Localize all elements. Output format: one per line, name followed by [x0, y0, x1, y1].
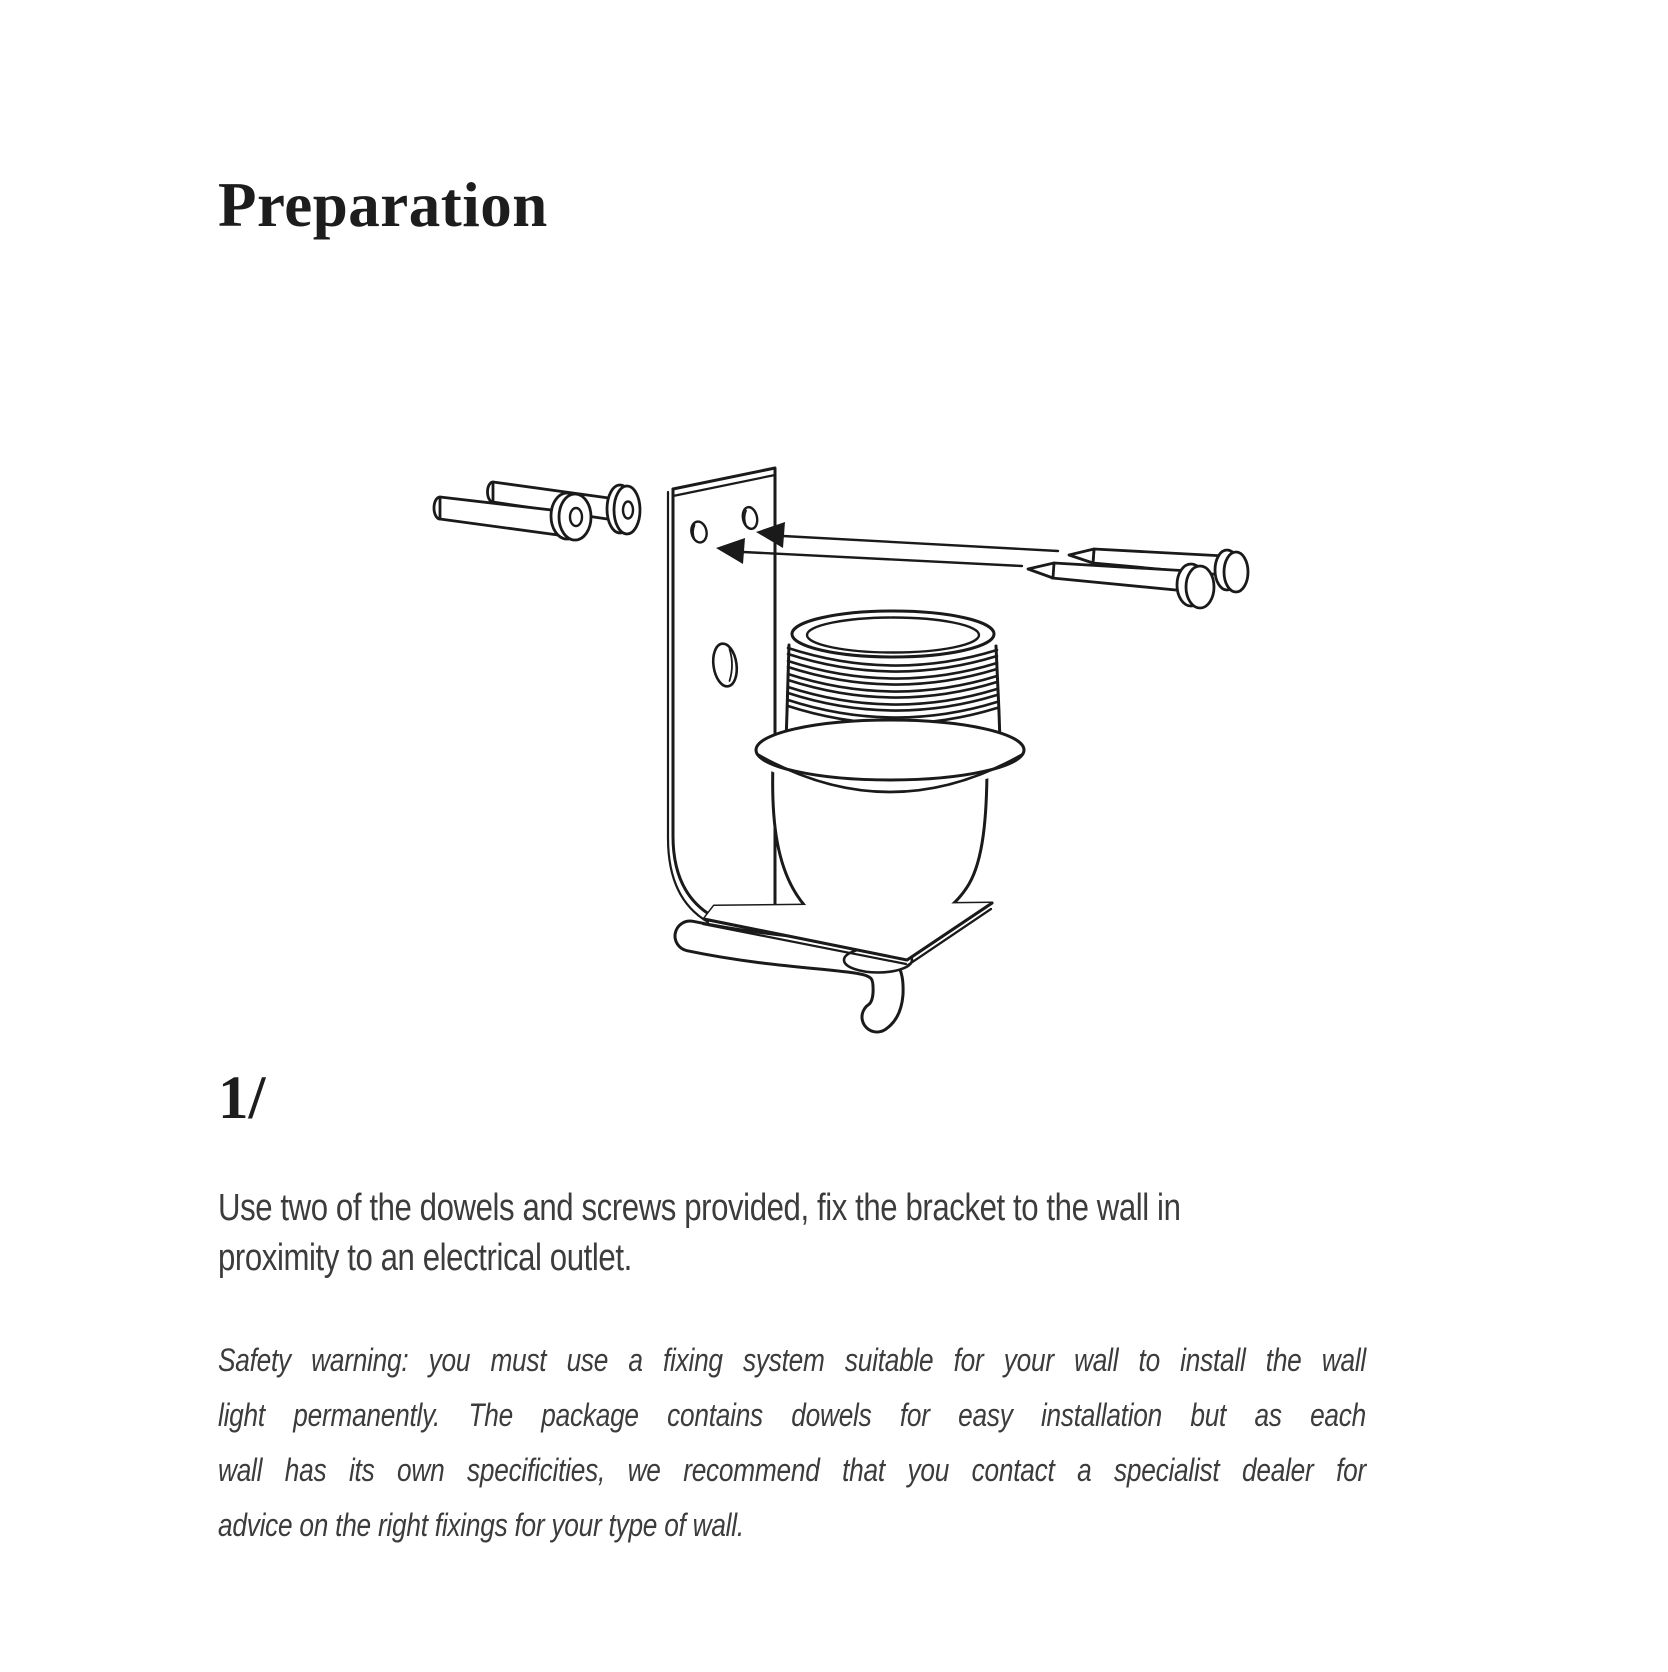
screw-front	[1028, 563, 1214, 608]
instruction-line: proximity to an electrical outlet.	[218, 1237, 632, 1279]
instruction-line: Use two of the dowels and screws provided, fix the bracket to the wall in	[218, 1187, 1181, 1229]
page-title: Preparation	[218, 170, 548, 241]
safety-warning-line: advice on the right fixings for your type of wall.	[218, 1507, 744, 1543]
safety-warning-paragraph	[218, 1333, 1366, 1553]
lamp-socket	[755, 611, 1025, 937]
bracket-plate	[668, 468, 775, 922]
installation-diagram	[400, 440, 1280, 1040]
safety-warning-line: Safety warning: you must use a fixing system suitable for your wall to install the wall	[218, 1342, 1366, 1378]
step-number: 1/	[218, 1065, 266, 1132]
safety-warning-line: light permanently. The package contains dowels for easy installation but as each	[218, 1397, 1366, 1433]
safety-warning-line: wall has its own specificities, we recommend that you contact a specialist dealer for	[218, 1452, 1366, 1488]
insertion-arrow-top	[756, 522, 1058, 551]
instruction-paragraph	[218, 1183, 1366, 1283]
